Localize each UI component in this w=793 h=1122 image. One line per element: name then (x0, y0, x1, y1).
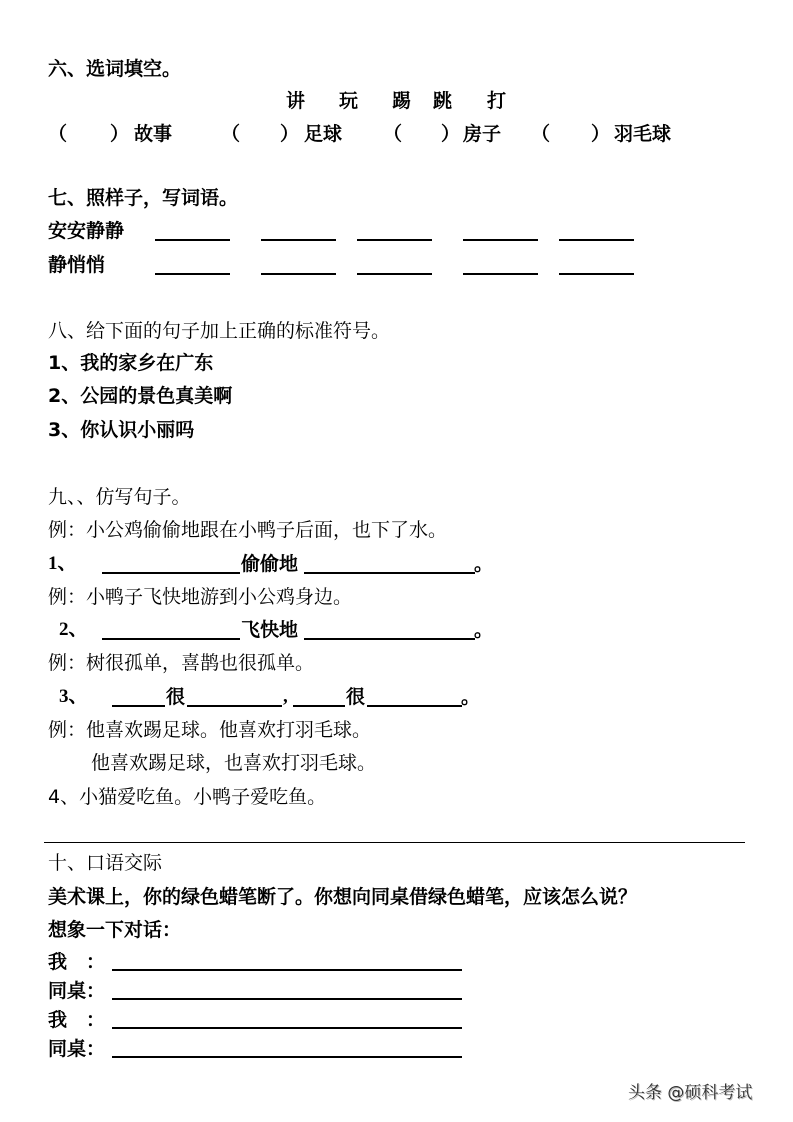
open-paren: （ (383, 123, 403, 145)
dialogue-answer-line[interactable] (112, 1056, 462, 1058)
answer-blank[interactable] (559, 239, 634, 241)
item-number: 2、 (48, 385, 81, 407)
answer-slot-1[interactable] (72, 122, 112, 146)
answer-blank[interactable] (155, 239, 230, 241)
dialogue-answer-line[interactable] (112, 969, 462, 971)
item-text: 足球 (304, 123, 343, 145)
answer-blank[interactable] (357, 273, 432, 275)
answer-blank[interactable] (261, 273, 336, 275)
key-word: 飞快地 (241, 619, 299, 641)
close-paren: ） (591, 123, 611, 145)
answer-slot-4[interactable] (555, 122, 595, 146)
item-number: 3、 (48, 419, 81, 441)
answer-blank[interactable] (367, 705, 462, 707)
close-paren: ） (441, 123, 461, 145)
answer-blank[interactable] (293, 705, 345, 707)
example-sentence: 他喜欢踢足球，也喜欢打羽毛球。 (91, 752, 377, 774)
example-sentence: 例：树很孤单，喜鹊也很孤单。 (48, 652, 315, 674)
section-6-title: 六、选词填空。 (48, 58, 182, 80)
answer-slot-2[interactable] (245, 122, 285, 146)
key-word: 偷偷地 (241, 553, 299, 575)
dialogue-speaker: 同桌： (48, 1038, 106, 1060)
word-bank-item: 打 (487, 90, 507, 112)
watermark: 头条 @硕科考试 (628, 1083, 753, 1103)
key-word: 很 (166, 686, 186, 708)
dialogue-answer-line[interactable] (112, 998, 462, 1000)
example-sentence: 例：小公鸡偷偷地跟在小鸭子后面，也下了水。 (48, 519, 448, 541)
section-7-title: 七、照样子，写词语。 (48, 187, 239, 209)
dialogue-speaker: 我 ： (48, 951, 106, 973)
comma: , (283, 686, 288, 707)
section-10-title: 十、口语交际 (48, 852, 163, 874)
section-8-title: 八、给下面的句子加上正确的标准符号。 (48, 320, 391, 342)
item-text: 你认识小丽吗 (80, 419, 195, 441)
period: 。 (474, 619, 494, 641)
section-9-title: 九、、仿写句子。 (48, 486, 191, 508)
horizontal-divider (44, 842, 745, 843)
open-paren: （ (48, 123, 68, 145)
item-text: 故事 (134, 123, 173, 145)
close-paren: ） (110, 123, 130, 145)
dialogue-instruction: 想象一下对话： (48, 919, 182, 941)
punctuation-item (48, 419, 194, 441)
answer-blank[interactable] (304, 572, 475, 574)
period: 。 (461, 686, 481, 708)
item-number: 1、 (48, 553, 77, 574)
dialogue-speaker: 同桌： (48, 980, 106, 1002)
example-sentence: 例：他喜欢踢足球。他喜欢打羽毛球。 (48, 719, 372, 741)
word-bank-item: 跳 (433, 90, 453, 112)
example-sentence: 例：小鸭子飞快地游到小公鸡身边。 (48, 586, 353, 608)
answer-blank[interactable] (304, 638, 475, 640)
answer-blank[interactable] (261, 239, 336, 241)
word-bank-item: 玩 (339, 90, 359, 112)
dialogue-speaker: 我 ： (48, 1009, 106, 1031)
key-word: 很 (346, 686, 366, 708)
close-paren: ） (280, 123, 300, 145)
item-text: 房子 (463, 123, 502, 145)
item-text: 公园的景色真美啊 (80, 385, 233, 407)
item-number: 1、 (48, 352, 81, 374)
item-number: 3、 (59, 686, 88, 707)
period: 。 (474, 553, 494, 575)
answer-blank[interactable] (155, 273, 230, 275)
answer-blank[interactable] (463, 273, 538, 275)
answer-blank[interactable] (463, 239, 538, 241)
word-bank-item: 讲 (286, 90, 306, 112)
answer-blank[interactable] (102, 638, 240, 640)
answer-blank[interactable] (559, 273, 634, 275)
item-text: 羽毛球 (614, 123, 672, 145)
word-bank-item: 踢 (392, 90, 412, 112)
open-paren: （ (221, 123, 241, 145)
answer-blank[interactable] (102, 572, 240, 574)
example-word: 静悄悄 (48, 254, 106, 276)
answer-blank[interactable] (357, 239, 432, 241)
dialogue-answer-line[interactable] (112, 1027, 462, 1029)
item-number: 2、 (59, 619, 88, 640)
item-text: 我的家乡在广东 (80, 352, 214, 374)
punctuation-item (48, 385, 232, 407)
open-paren: （ (531, 123, 551, 145)
punctuation-item (48, 352, 213, 374)
example-word: 安安静静 (48, 220, 125, 242)
rewrite-item: 4、小猫爱吃鱼。小鸭子爱吃鱼。 (48, 786, 327, 808)
answer-blank[interactable] (112, 705, 165, 707)
scenario-prompt: 美术课上，你的绿色蜡笔断了。你想向同桌借绿色蜡笔，应该怎么说？ (48, 886, 638, 908)
answer-blank[interactable] (187, 705, 282, 707)
